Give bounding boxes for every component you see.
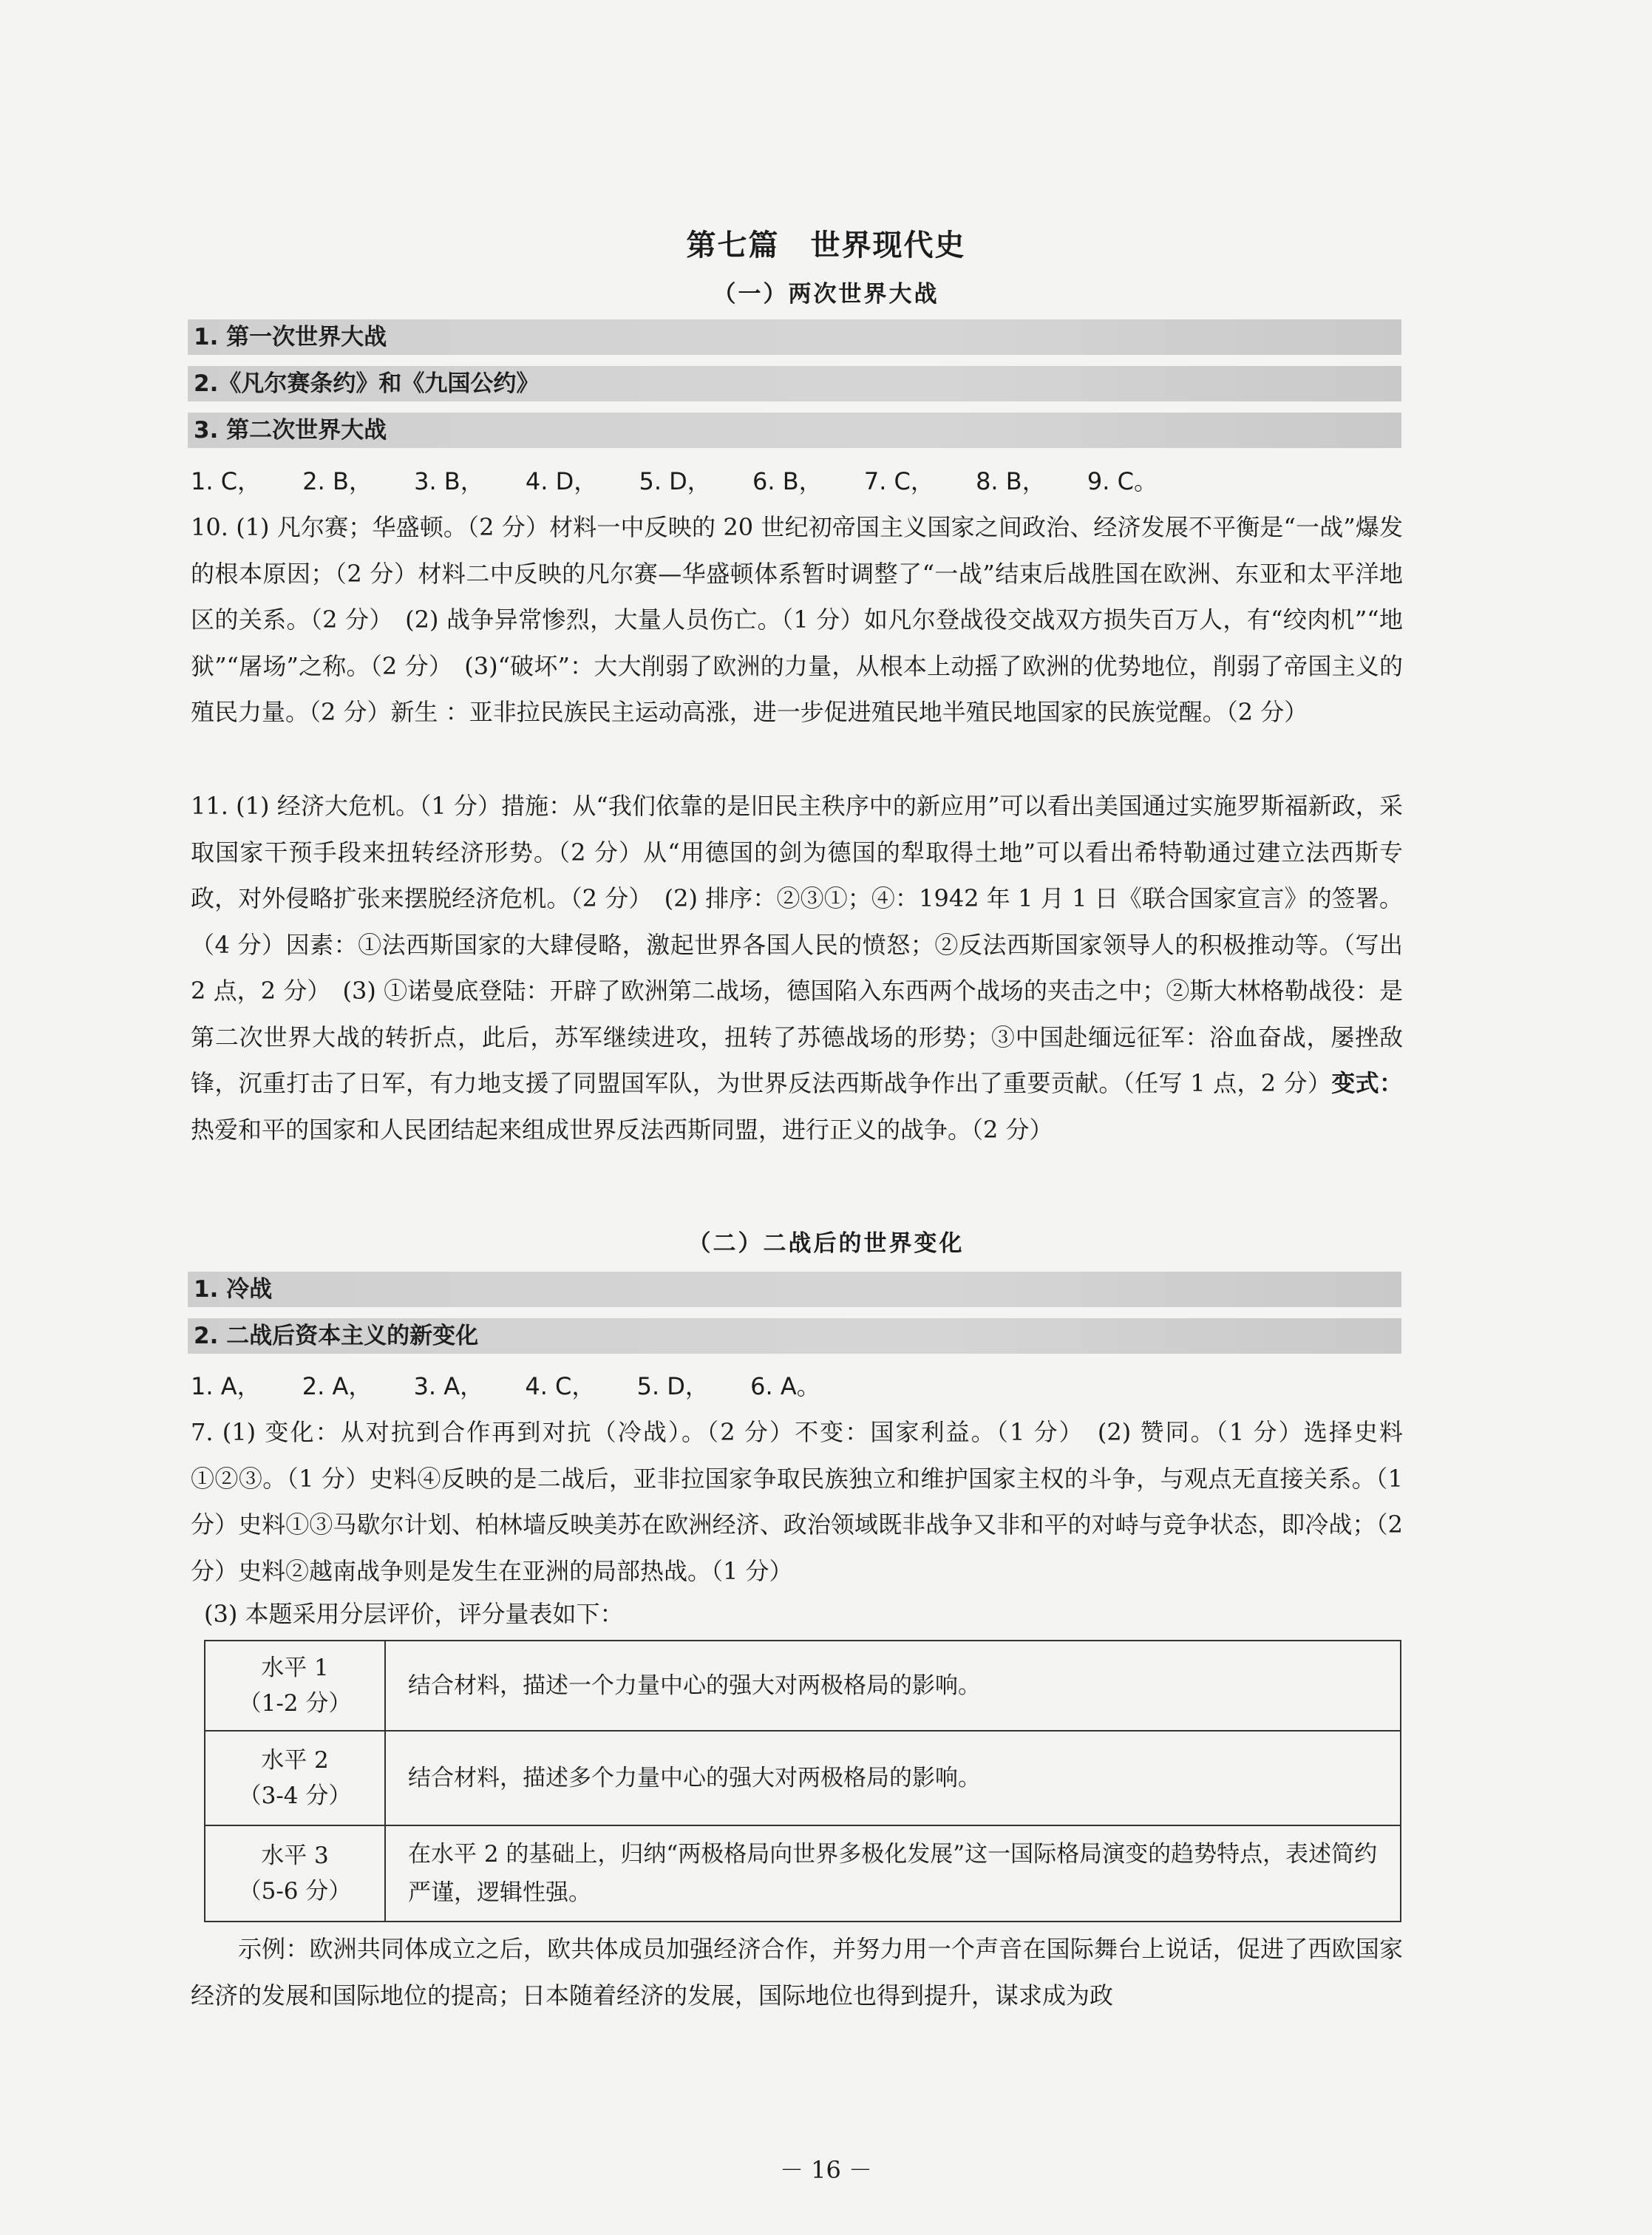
answer-q7: 7. (1) 变化：从对抗到合作再到对抗（冷战）。（2 分）不变：国家利益。（1 分） (2) 赞同。（1 分）选择史料①②③。（1 分）史料④反映的是二战后，亚非拉国家争取民族独立和维护国家主权的斗争，与观点无直接关系。（1 分）史料①③马歇尔计划、柏林墙反映美苏在欧洲经济、政治领域既非战争又非和平的对峙与竞争状态，即冷战；（2 分）史料②越南战争则是发生在亚洲的局部热战。（1 分）: [191, 1418, 1403, 1585]
rubric-table: [204, 1640, 1401, 1922]
mc-answer: 4. D，: [525, 467, 598, 495]
topic-bar: 1. 第一次世界大战: [188, 319, 1401, 355]
rubric-intro: (3) 本题采用分层评价，评分量表如下：: [204, 1600, 624, 1628]
mc-answers-1: [191, 463, 1192, 497]
rubric-level: 水平 3: [261, 1842, 329, 1869]
rubric-score: （1-2 分）: [238, 1690, 352, 1717]
answer-q11-main: 11. (1) 经济大危机。（1 分）措施：从“我们依靠的是旧民主秩序中的新应用”可以看出美国通过实施罗斯福新政，采取国家干预手段来扭转经济形势。（2 分）从“用德国的剑为德国的犁取得土地”可以看出希特勒通过建立法西斯专政，对外侵略扩张来摆脱经济危机。（2 分） (2) 排序：②③①；④：1942 年 1 月 1 日《联合国家宣言》的签署。（4 分）因素：①法西斯国家的大肆侵略，激起世界各国人民的愤怒；②反法西斯国家领导人的积极推动等。（写出 2 点，2 分） (3) ①诺曼底登陆：开辟了欧洲第二战场，德国陷入东西两个战场的夹击之中；②斯大林格勒战役：是第二次世界大战的转折点，此后，苏军继续进攻，扭转了苏德战场的形势；③中国赴缅远征军：浴血奋战，屡挫敌锋，沉重打击了日军，有力地支援了同盟国军队，为世界反法西斯战争作出了重要贡献。（任写 1 点，2 分）: [191, 792, 1403, 1097]
variant-text: 热爱和平的国家和人民团结起来组成世界反法西斯同盟，进行正义的战争。（2 分）: [191, 1115, 1053, 1144]
mc-answer: 3. B，: [414, 467, 484, 495]
mc-answer: 8. B，: [976, 467, 1046, 495]
mc-answer: 6. B，: [752, 467, 823, 495]
rubric-row: [205, 1641, 1401, 1731]
rubric-level-cell: [205, 1641, 385, 1731]
mc-answer: 2. A，: [302, 1372, 373, 1400]
rubric-row: [205, 1731, 1401, 1825]
mc-answer: 5. D，: [639, 467, 711, 495]
section-heading-1: （一）两次世界大战: [713, 281, 939, 308]
rubric-description: 在水平 2 的基础上，归纳“两极格局向世界多极化发展”这一国际格局演变的趋势特点，表述简约严谨，逻辑性强。: [385, 1825, 1401, 1922]
mc-answers-2: [191, 1368, 854, 1402]
rubric-row: [205, 1825, 1401, 1922]
topic-bar: 2. 二战后资本主义的新变化: [188, 1318, 1401, 1354]
topic-bar: 1. 冷战: [188, 1272, 1401, 1307]
answer-q11: [191, 783, 1403, 1153]
mc-answer: 2. B，: [302, 467, 373, 495]
variant-label: 变式：: [1331, 1069, 1403, 1097]
mc-answer: 9. C。: [1087, 467, 1158, 495]
example-paragraph: 示例：欧洲共同体成立之后，欧共体成员加强经济合作，并努力用一个声音在国际舞台上说话，促进了西欧国家经济的发展和国际地位的提高；日本随着经济的发展，国际地位也得到提升，谋求成为政: [191, 1935, 1403, 2010]
topic-bar: 3. 第二次世界大战: [188, 413, 1401, 448]
mc-answer: 1. C，: [191, 467, 262, 495]
rubric-description: 结合材料，描述一个力量中心的强大对两极格局的影响。: [385, 1641, 1401, 1731]
rubric-level: 水平 2: [261, 1747, 329, 1774]
rubric-level-cell: [205, 1825, 385, 1922]
mc-answer: 4. C，: [525, 1372, 596, 1400]
rubric-score: （3-4 分）: [238, 1783, 352, 1809]
rubric-score: （5-6 分）: [238, 1878, 352, 1905]
topic-bar: 2.《凡尔赛条约》和《九国公约》: [188, 366, 1401, 401]
mc-answer: 1. A，: [191, 1372, 261, 1400]
rubric-level: 水平 1: [261, 1655, 329, 1681]
mc-answer: 6. A。: [750, 1372, 820, 1400]
page-title: 第七篇 世界现代史: [686, 228, 966, 262]
page-number: － 16 －: [779, 2156, 873, 2184]
section-heading-2: （二）二战后的世界变化: [687, 1230, 965, 1257]
mc-answer: 5. D，: [636, 1372, 709, 1400]
mc-answer: 7. C，: [863, 467, 934, 495]
mc-answer: 3. A，: [413, 1372, 484, 1400]
answer-q10: 10. (1) 凡尔赛；华盛顿。（2 分）材料一中反映的 20 世纪初帝国主义国家之间政治、经济发展不平衡是“一战”爆发的根本原因；（2 分）材料二中反映的凡尔赛—华盛顿体系暂时调整了“一战”结束后战胜国在欧洲、东亚和太平洋地区的关系。（2 分） (2) 战争异常惨烈，大量人员伤亡。（1 分）如凡尔登战役交战双方损失百万人，有“绞肉机”“地狱”“屠场”之称。（2 分） (3)“破坏”：大大削弱了欧洲的力量，从根本上动摇了欧洲的优势地位，削弱了帝国主义的殖民力量。（2 分）新生 ：亚非拉民族民主运动高涨，进一步促进殖民地半殖民地国家的民族觉醒。（2 分）: [191, 513, 1403, 726]
rubric-level-cell: [205, 1731, 385, 1825]
rubric-description: 结合材料，描述多个力量中心的强大对两极格局的影响。: [385, 1731, 1401, 1825]
